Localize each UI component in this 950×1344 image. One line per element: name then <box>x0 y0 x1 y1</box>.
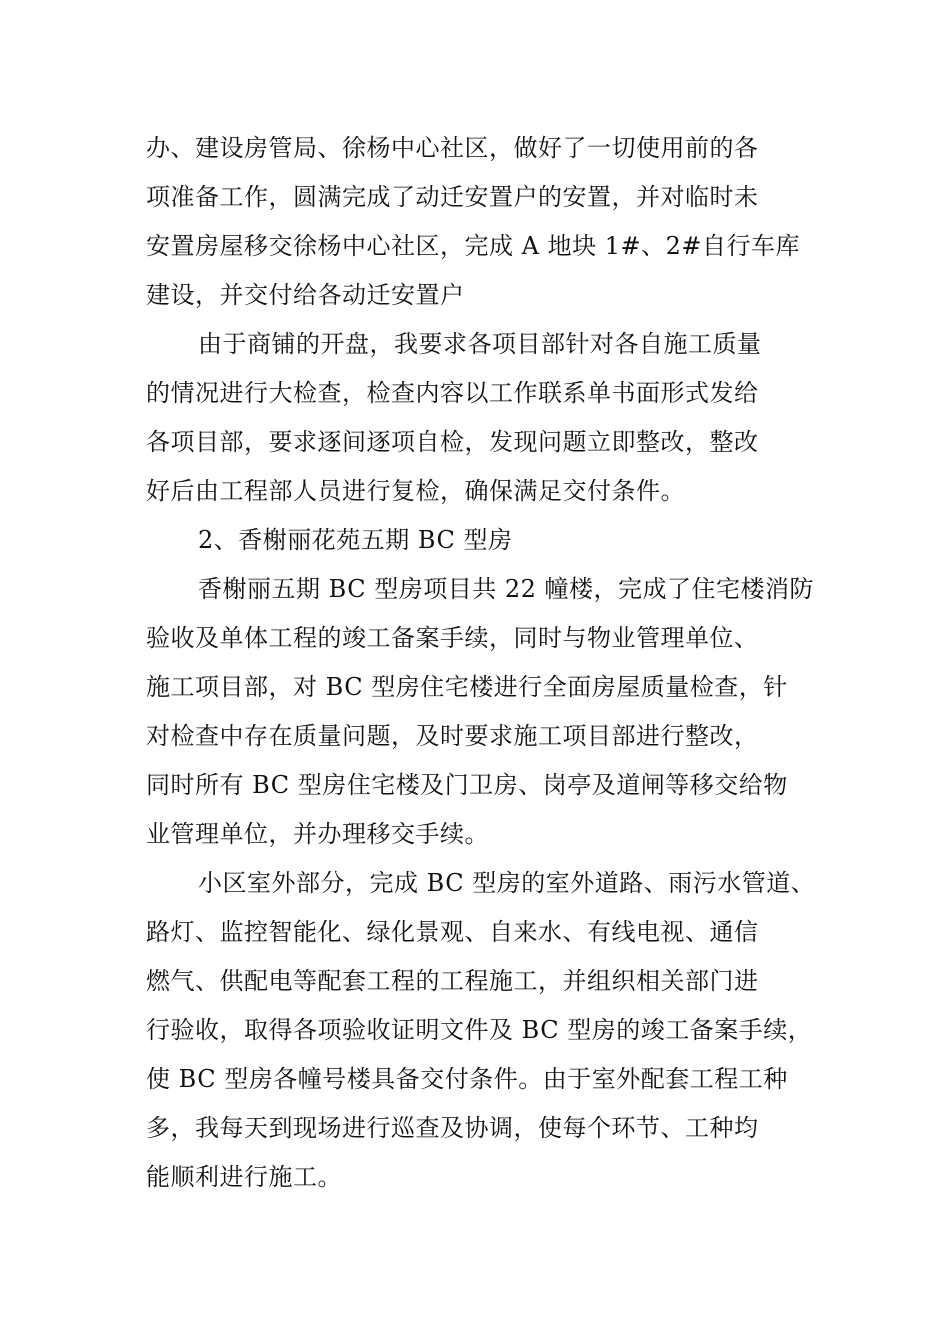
paragraph-1 <box>146 124 810 320</box>
text-line: 能顺利进行施工。 <box>146 1163 342 1191</box>
text-line: 各项目部，要求逐间逐项自检，发现问题立即整改，整改 <box>146 428 759 456</box>
text-line: 施工项目部，对 BC 型房住宅楼进行全面房屋质量检查，针 <box>146 673 788 701</box>
paragraph-3 <box>146 565 814 859</box>
text-line: 验收及单体工程的竣工备案手续，同时与物业管理单位、 <box>146 624 759 652</box>
text-line: 燃气、供配电等配套工程的工程施工，并组织相关部门进 <box>146 967 759 995</box>
text-line: 路灯、监控智能化、绿化景观、自来水、有线电视、通信 <box>146 918 759 946</box>
section-heading <box>146 516 810 565</box>
text-line: 办、建设房管局、徐杨中心社区，做好了一切使用前的各 <box>146 134 759 162</box>
text-line: 建设，并交付给各动迁安置户 <box>146 281 465 309</box>
text-line: 项准备工作，圆满完成了动迁安置户的安置，并对临时未 <box>146 183 759 211</box>
text-line: 安置房屋移交徐杨中心社区，完成 A 地块 1#、2#自行车库 <box>146 232 800 260</box>
text-line: 好后由工程部人员进行复检，确保满足交付条件。 <box>146 477 685 505</box>
text-line: 业管理单位，并办理移交手续。 <box>146 820 489 848</box>
text-line: 由于商铺的开盘，我要求各项目部针对各自施工质量 <box>198 330 762 358</box>
paragraph-2 <box>146 320 810 516</box>
text-line: 同时所有 BC 型房住宅楼及门卫房、岗亭及道闸等移交给物 <box>146 771 788 799</box>
text-line: 多，我每天到现场进行巡查及协调，使每个环节、工种均 <box>146 1114 759 1142</box>
text-line: 小区室外部分，完成 BC 型房的室外道路、雨污水管道、 <box>198 869 816 897</box>
text-line: 对检查中存在质量问题，及时要求施工项目部进行整改， <box>146 722 759 750</box>
text-line: 香榭丽五期 BC 型房项目共 22 幢楼，完成了住宅楼消防 <box>198 575 814 603</box>
heading-text: 2、香榭丽花苑五期 BC 型房 <box>198 526 513 554</box>
document-body <box>146 124 816 1202</box>
text-line: 的情况进行大检查，检查内容以工作联系单书面形式发给 <box>146 379 759 407</box>
paragraph-4 <box>146 859 816 1202</box>
text-line: 使 BC 型房各幢号楼具备交付条件。由于室外配套工程工种 <box>146 1065 788 1093</box>
text-line: 行验收，取得各项验收证明文件及 BC 型房的竣工备案手续， <box>146 1016 813 1044</box>
